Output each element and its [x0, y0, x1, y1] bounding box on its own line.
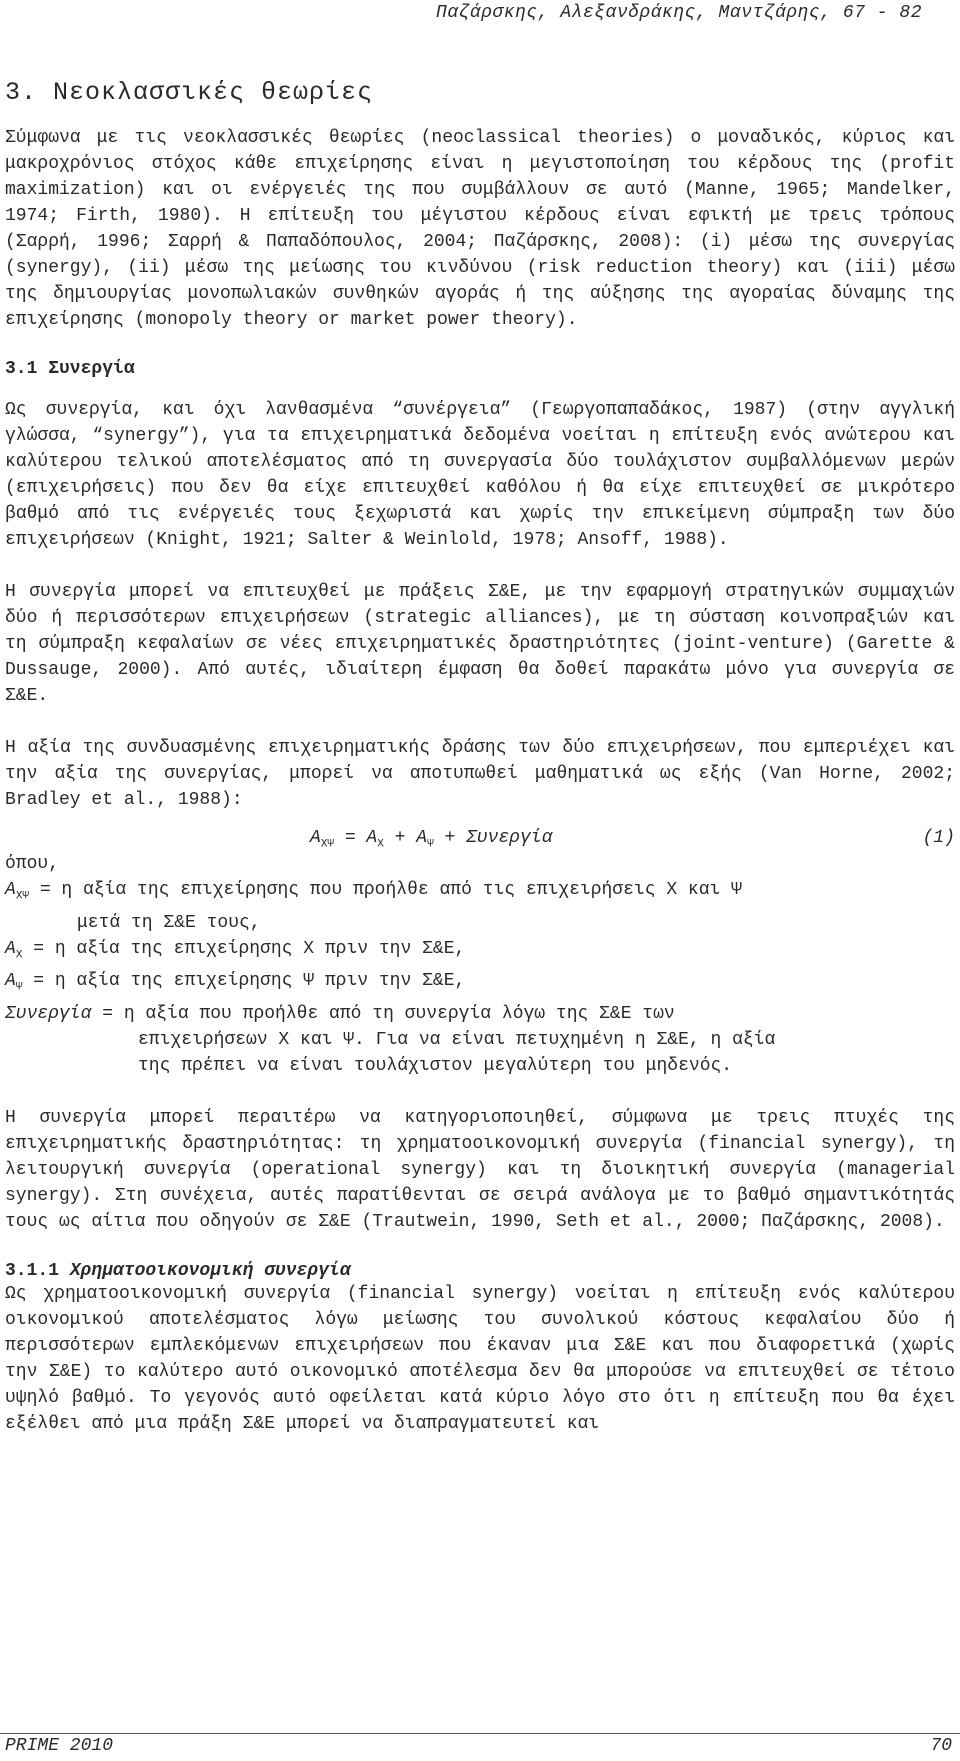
section-3-1-paragraph-1: Ως συνεργία, και όχι λανθασμένα “συνέργεια” (Γεωργοπαπαδάκος, 1987) (στην αγγλική γλώσσα, “synergy”), για τα επιχειρηματικά δεδομένα νοείται η επίτευξη ενός ανώτερου και καλύτερου τελικού αποτελέσματος από τη συνεργασία δύο τουλάχιστον συμβαλλόμενων μερών (επιχειρήσεις) που δεν θα είχε επιτευχθεί καθόλου ή θα είχε επιτευχθεί σε μικρότερο βαθμό από τις ενέργειές τους ξεχωριστά και χωρίς την επικείμενη σύμπραξη των δύο επιχειρήσεων (Knight, 1921; Salter & Weinlold, 1978; Ansoff, 1988).: [5, 400, 955, 550]
where-label: όπου,: [5, 854, 60, 874]
equation-number: (1): [922, 828, 955, 848]
definition-synergy-cont-1: επιχειρήσεων Χ και Ψ. Για να είναι πετυχημένη η Σ&Ε, η αξία: [138, 1029, 776, 1050]
footer-rule: [0, 1733, 960, 1734]
page-number: 70: [930, 1736, 952, 1756]
definition-axps: $A_{X\Psi} = \eta$ αξία της επιχείρησης που προήλθε από τις επιχειρήσεις Χ και Ψ: [5, 880, 742, 903]
section-3-1-title: 3.1 Συνεργία: [5, 359, 135, 379]
definition-aps: $A_\Psi = \eta$ αξία της επιχείρησης Ψ πριν την Σ&Ε,: [5, 971, 466, 994]
section-3-1-paragraph-4: Η συνεργία μπορεί περαιτέρω να κατηγοριοποιηθεί, σύμφωνα με τρεις πτυχές της επιχειρηματικής δραστηριότητας: τη χρηματοοικονομική συνεργία (financial synergy), τη λειτουργική συνεργία (operational synergy) και τη διοικητική συνεργία (managerial synergy). Στη συνέχεια, αυτές παρατίθενται σε σειρά ανάλογα με το βαθμό σημαντικότητάς τους ως αίτια που οδηγούν σε Σ&Ε (Trautwein, 1990, Seth et al., 2000; Παζάρσκης, 2008).: [5, 1107, 955, 1232]
equation-definitions: [5, 851, 955, 1079]
section-3-1-1-title: 3.1.1 Χρηματοοικονομική συνεργία: [5, 1260, 351, 1281]
section-3-title: 3. Νεοκλασσικές θεωρίες: [5, 78, 374, 107]
definition-synergy: Συνεργία = η αξία που προήλθε από τη συνεργία λόγω της Σ&Ε των: [5, 1003, 675, 1024]
definition-axps-cont: μετά τη Σ&Ε τους,: [77, 912, 261, 933]
definition-ax: $A_X = \eta$ αξία της επιχείρησης Χ πριν την Σ&Ε,: [5, 938, 466, 962]
equation-expression: $A_{X\Psi} = A_X + A_\Psi + \Sigma\upsilon\nu\varepsilon\rho\gamma ί\alpha$: [310, 828, 553, 851]
page-content: [5, 78, 955, 1463]
footer-journal: PRIME 2010: [5, 1736, 114, 1756]
section-3-1-paragraph-2: Η συνεργία μπορεί να επιτευχθεί με πράξεις Σ&Ε, με την εφαρμογή στρατηγικών συμμαχιών δύο ή περισσότερων επιχειρήσεων (strategic alliances), με τη σύσταση κοινοπραξιών και τη σύμπραξη κεφαλαίων σε νέες επιχειρηματικές δραστηριότητες (joint-venture) (Garette & Dussauge, 2000). Από αυτές, ιδιαίτερη έμφαση θα δοθεί παρακάτω μόνο για συνεργία σε Σ&Ε.: [5, 582, 955, 706]
section-3-1-1-paragraph-1: Ως χρηματοοικονομική συνεργία (financial synergy) νοείται η επίτευξη ενός καλύτερου οικονομικού αποτελέσματος λόγω μείωσης του συνολικού κόστους κεφαλαίου δύο ή περισσότερων εμπλεκόμενων επιχειρήσεων που έκαναν μια Σ&Ε και που διαφορετικά (χωρίς την Σ&Ε) το καλύτερο αυτό οικονομικό αποτέλεσμα δεν θα μπορούσε να επιτευχθεί σε τέτοιο υψηλό βαθμό. Το γεγονός αυτό οφείλεται κατά κύριο λόγο στο ότι η επίτευξη που θα έχει εξέλθει από μια πράξη Σ&Ε μπορεί να διαπραγματευτεί και: [5, 1283, 955, 1434]
equation-1: [5, 825, 955, 851]
section-3-paragraph-1: Σύμφωνα με τις νεοκλασσικές θεωρίες (neoclassical theories) ο μοναδικός, κύριος και μακροχρόνιος στόχος κάθε επιχείρησης είναι η μεγιστοποίηση του κέρδους της (profit maximization) και οι ενέργειές της που συμβάλλουν σε αυτό (Manne, 1965; Mandelker, 1974; Firth, 1980). Η επίτευξη του μέγιστου κέρδους είναι εφικτή με τρεις τρόπους (Σαρρή, 1996; Σαρρή & Παπαδόπουλος, 2004; Παζάρσκης, 2008): (i) μέσω της συνεργίας (synergy), (ii) μέσω της μείωσης του κινδύνου (risk reduction theory) και (iii) μέσω της δημιουργίας μονοπωλιακών συνθηκών αγοράς ή της αύξησης της αγοραίας δύναμης της επιχείρησης (monopoly theory or market power theory).: [5, 128, 955, 330]
running-head: Παζάρσκης, Αλεξανδράκης, Μαντζάρης, 67 - 82: [436, 3, 922, 23]
section-3-1-paragraph-3: Η αξία της συνδυασμένης επιχειρηματικής δράσης των δύο επιχειρήσεων, που εμπεριέχει και την αξία της συνεργίας, μπορεί να αποτυπωθεί μαθηματικά ως εξής (Van Horne, 2002; Bradley et al., 1988):: [5, 738, 955, 810]
definition-synergy-cont-2: της πρέπει να είναι τουλάχιστον μεγαλύτερη του μηδενός.: [138, 1055, 733, 1076]
